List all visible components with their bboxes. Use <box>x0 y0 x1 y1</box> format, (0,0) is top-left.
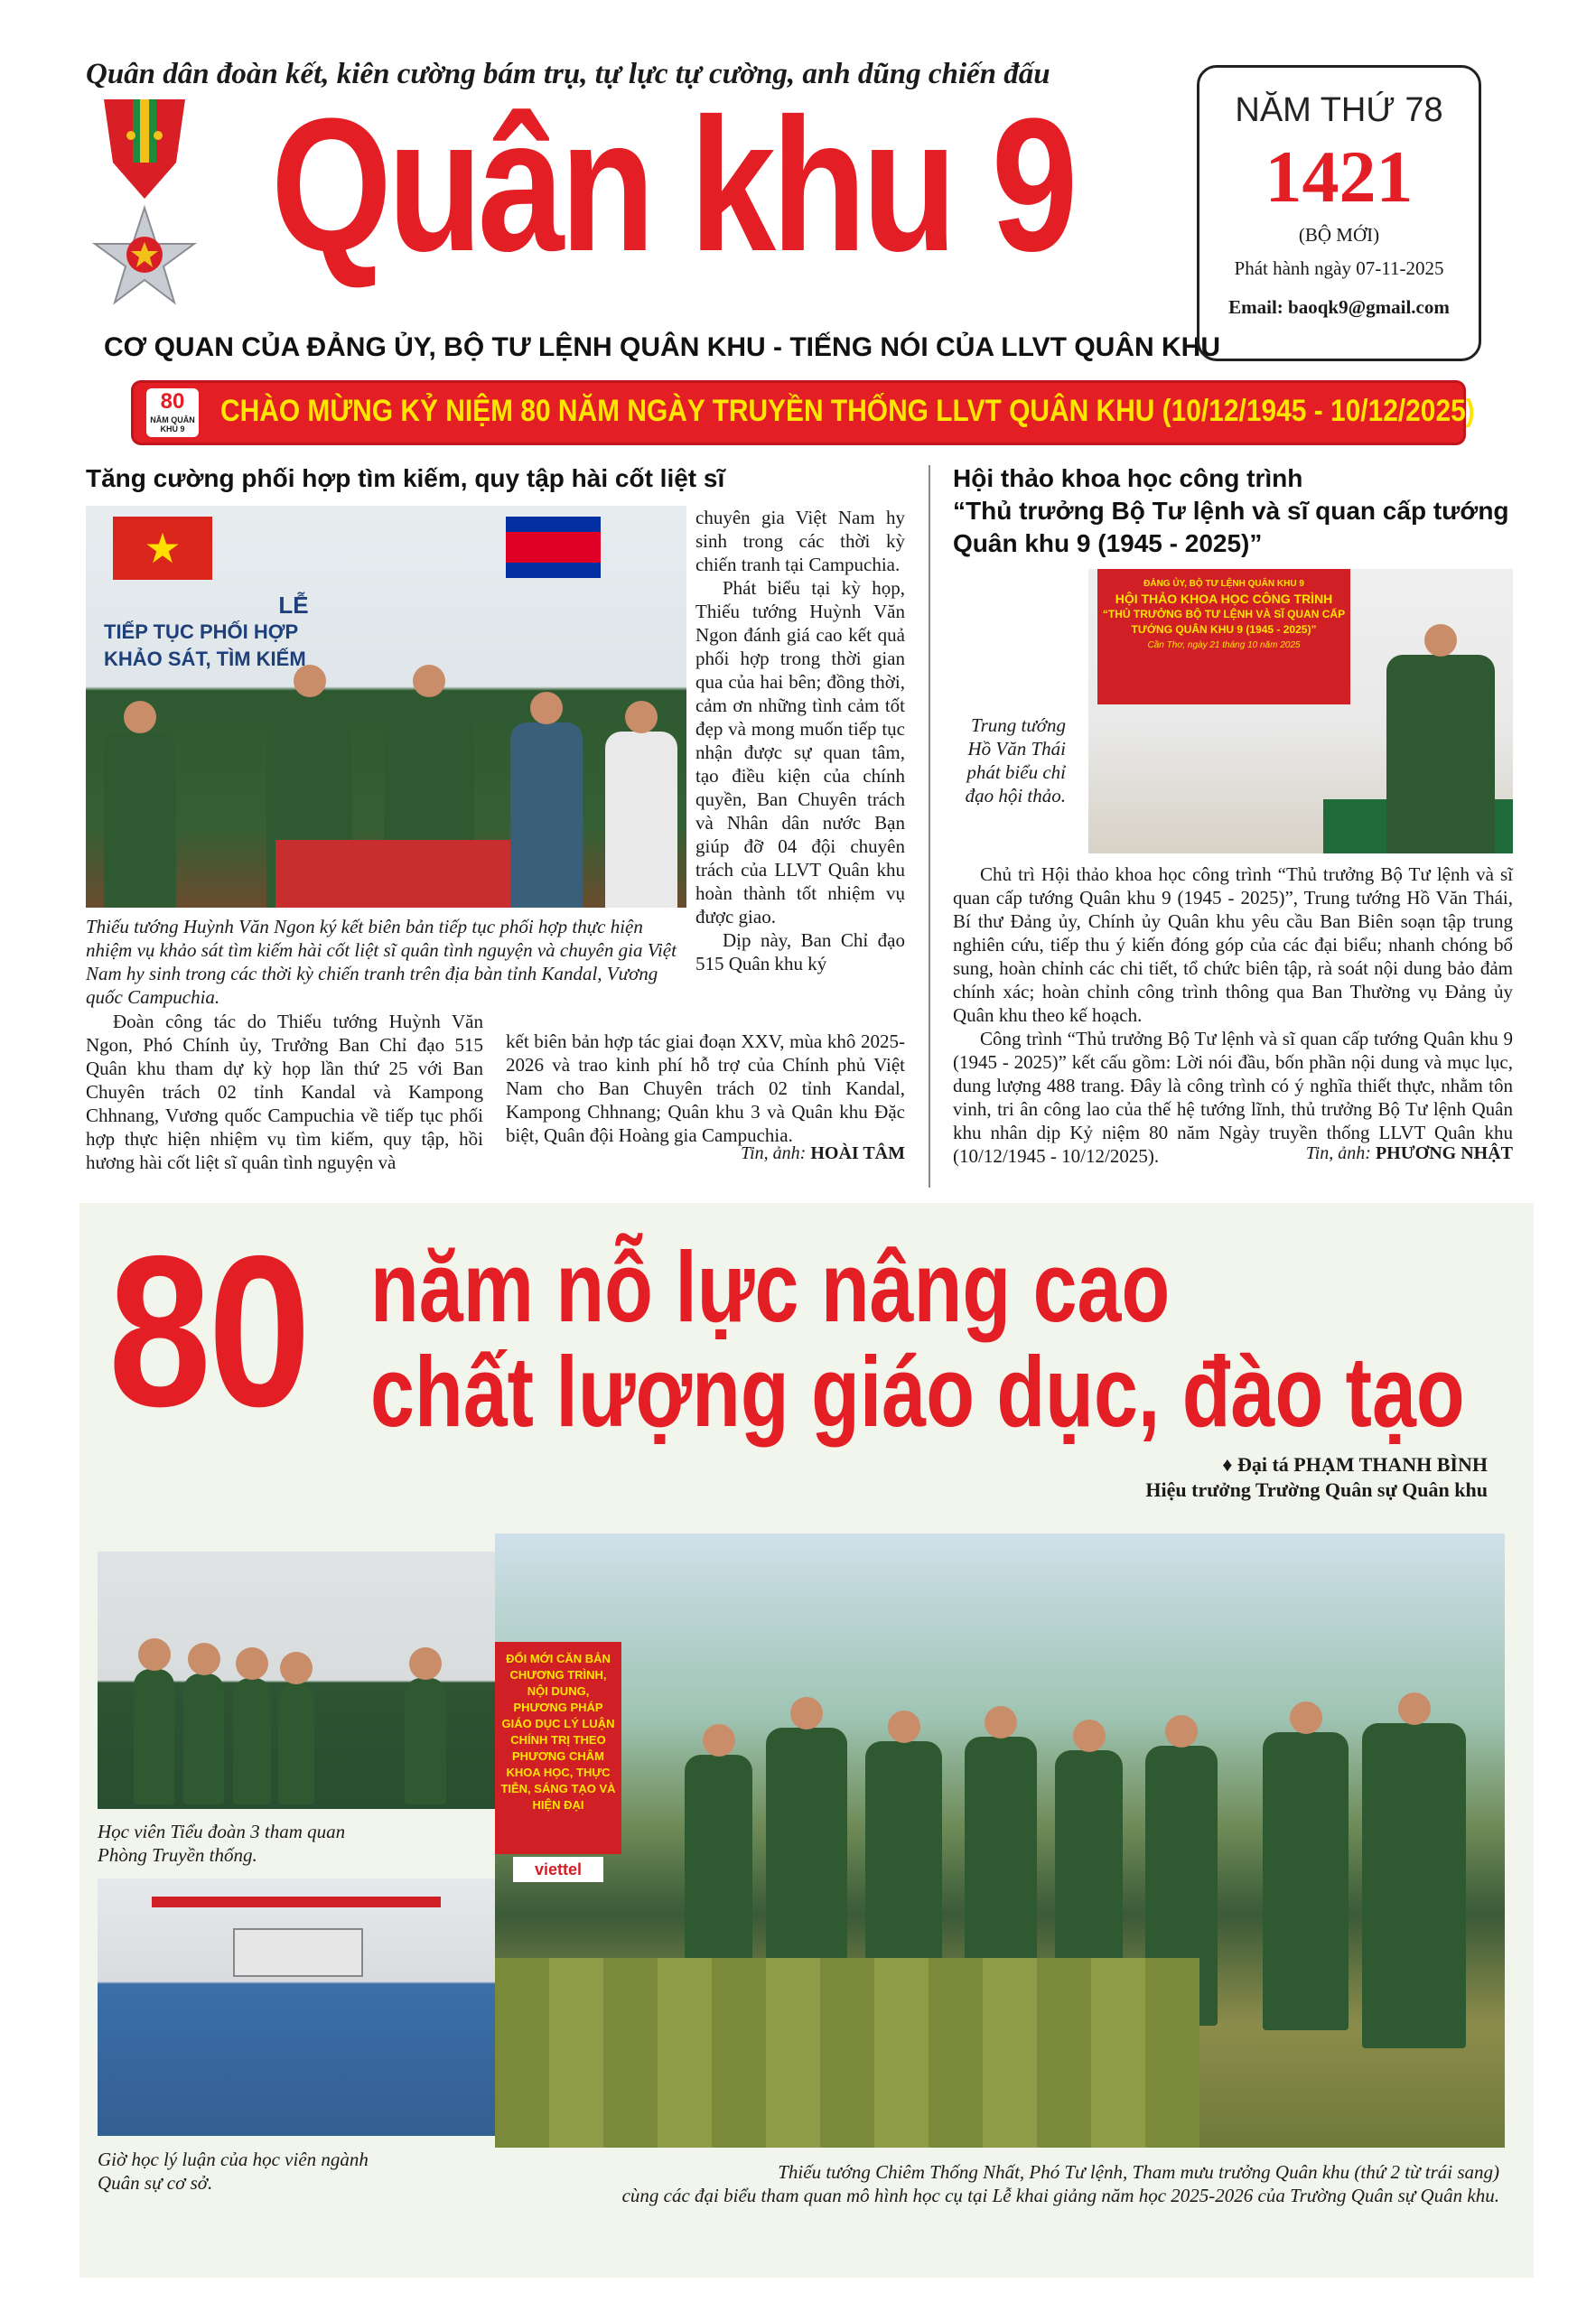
author-name: ♦ Đại tá PHẠM THANH BÌNH <box>1222 1453 1488 1476</box>
newspaper-title: Quân khu 9 <box>271 79 1074 291</box>
anniversary-logo <box>146 388 199 437</box>
student-figure <box>183 1673 224 1804</box>
medal-icon <box>86 99 203 325</box>
article1-col-mid <box>506 1030 905 1147</box>
student-figure <box>278 1683 314 1804</box>
issue-year: NĂM THỨ 78 <box>1235 91 1443 129</box>
room-sign <box>495 1642 621 1854</box>
feature-photo-tradition-room <box>98 1552 495 1809</box>
masthead-subtitle: CƠ QUAN CỦA ĐẢNG ỦY, BỘ TƯ LỆNH QUÂN KHU - TIẾNG NÓI CỦA LLVT QUÂN KHU <box>104 332 1221 362</box>
person-figure <box>605 732 677 908</box>
article1-paragraph: Đoàn công tác do Thiếu tướng Huỳnh Văn Ngon, Phó Chính ủy, Trưởng Ban Chỉ đạo 515 Quân khu tham dự kỳ họp lần thứ 25 với Ban Chuyên trách 02 tỉnh Kandal và Kampong Chhnang, Vương quốc Campuchia về tiếp tục phối hợp thực hiện nhiệm vụ tìm kiếm, quy tập, hồi hương hài cốt liệt sĩ quân tình nguyện và <box>86 1011 483 1173</box>
photo-sign-line2: TIẾP TỤC PHỐI HỢP <box>104 620 299 643</box>
feature-caption-2: Giờ học lý luận của học viên ngành Quân sự cơ sở. <box>98 2149 369 2194</box>
issue-email: Email: baoqk9@gmail.com <box>1228 296 1450 318</box>
backdrop-line: “THỦ TRƯỞNG BỘ TƯ LỆNH VÀ SĨ QUAN CẤP TƯỚNG QUÂN KHU 9 (1945 - 2025)” <box>1102 608 1346 636</box>
article1-paragraph: Dịp này, Ban Chỉ đạo 515 Quân khu ký <box>695 929 905 974</box>
author-title: Hiệu trưởng Trường Quân sự Quân khu <box>1145 1478 1488 1501</box>
issue-release-date: Phát hành ngày 07-11-2025 <box>1234 257 1444 279</box>
article2-body <box>953 862 1513 1168</box>
feature-title <box>370 1232 1465 1448</box>
issue-edition: (BỘ MỚI) <box>1298 224 1380 246</box>
column-divider <box>929 465 930 1188</box>
banner-text: CHÀO MỪNG KỶ NIỆM 80 NĂM NGÀY TRUYỀN THỐNG LLVT QUÂN KHU (10/12/1945 - 10/12/2025) <box>220 394 1475 428</box>
anniversary-logo-sub: NĂM QUÂN KHU 9 <box>150 415 195 434</box>
feature-author <box>1145 1452 1488 1503</box>
officer-figure <box>1362 1723 1466 2048</box>
feature-caption-3 <box>506 2160 1499 2207</box>
room-sign-text: ĐỔI MỚI CĂN BẢN CHƯƠNG TRÌNH, NỘI DUNG, PHƯƠNG PHÁP GIÁO DỤC LÝ LUẬN CHÍNH TRỊ THEO PHƯƠNG CHÂM KHOA HỌC, THỰC TIỄN, SÁNG TẠO VÀ HIỆN ĐẠI <box>500 1652 616 1812</box>
viettel-logo: viettel <box>513 1857 603 1882</box>
person-figure <box>510 722 583 908</box>
anniversary-banner <box>134 383 1475 443</box>
caption-line: cùng các đại biểu tham quan mô hình học cụ tại Lễ khai giảng năm học 2025-2026 của Trường Quân sự Quân khu. <box>621 2185 1499 2206</box>
article1-byline <box>506 1143 905 1164</box>
article2-paragraph: Chủ trì Hội thảo khoa học công trình “Thủ trưởng Bộ Tư lệnh và sĩ quan cấp tướng Quân khu 9 (1945 - 2025)”, Trung tướng Hồ Văn Thái, Bí thư Đảng ủy, Chính ủy Quân khu yêu cầu Ban Biên soạn tập trung nghiên cứu, tiếp thu ý kiến đóng góp của các đại biểu; nhanh chóng bổ sung, hoàn chỉnh các chi tiết, tổ chức biên tập, rà soát nội dung bảo đảm chính xác; hoàn chỉnh công trình thông qua Ban Thường vụ Đảng ủy Quân khu theo kế hoạch. <box>953 863 1513 1026</box>
article1-paragraph: kết biên bản hợp tác giai đoạn XXV, mùa khô 2025-2026 và trao kinh phí hỗ trợ của Chính phủ Việt Nam cho Ban Chuyên trách 02 tỉnh Kandal, Kampong Chhnang; Quân khu 3 và Quân khu Đặc biệt, Quân đội Hoàng gia Campuchia. <box>506 1030 905 1146</box>
article2-headline <box>953 462 1531 560</box>
article2-paragraph: Công trình “Thủ trưởng Bộ Tư lệnh và sĩ quan cấp tướng Quân khu 9 (1945 - 2025)” kết cấu gồm: Lời nói đầu, bốn phần nội dung và mục lục, dung lượng 488 trang. Đây là công trình có ý nghĩa thiết thực, nhằm tôn vinh, tri ân công lao của thế hệ tướng lĩnh, thủ trưởng Bộ Tư lệnh Quân khu nhân dịp Kỷ niệm 80 năm Ngày truyền thống LLVT Quân khu (10/12/1945 - 10/12/2025). <box>953 1028 1513 1167</box>
anniversary-logo-number: 80 <box>160 389 185 414</box>
speaker-figure <box>1386 655 1495 853</box>
photo-sign-line3: KHẢO SÁT, TÌM KIẾM <box>104 648 306 670</box>
byline-author: PHƯƠNG NHẬT <box>1375 1143 1513 1163</box>
vietnam-flag-icon: ★ <box>113 517 212 580</box>
article2-headline-line: Quân khu 9 (1945 - 2025)” <box>953 529 1263 557</box>
training-equipment <box>495 1958 1199 2148</box>
byline-prefix: Tin, ảnh: <box>1305 1143 1376 1163</box>
article1-paragraph: chuyên gia Việt Nam hy sinh trong các thời kỳ chiến tranh tại Campuchia. <box>695 507 905 575</box>
backdrop-line: HỘI THẢO KHOA HỌC CÔNG TRÌNH <box>1115 592 1333 606</box>
student-figure <box>134 1669 174 1804</box>
officer-figure <box>1263 1732 1349 2030</box>
backdrop-line: Cần Thơ, ngày 21 tháng 10 năm 2025 <box>1147 640 1301 650</box>
issue-box <box>1197 65 1481 361</box>
byline-prefix: Tin, ảnh: <box>741 1143 811 1163</box>
student-figure <box>405 1678 446 1804</box>
article2-headline-line: “Thủ trưởng Bộ Tư lệnh và sĩ quan cấp tướng <box>953 497 1509 525</box>
signing-table <box>275 840 510 908</box>
feature-title-line: chất lượng giáo dục, đào tạo <box>370 1337 1465 1448</box>
classroom-banner <box>152 1897 441 1907</box>
article1-paragraph: Phát biểu tại kỳ họp, Thiếu tướng Huỳnh Văn Ngon đánh giá cao kết quả phối hợp trong thời gian qua của hai bên; đồng thời, cảm ơn những tình cảm tốt đẹp và mong muốn tiếp tục nhận được sự quan tâm, tạo điều kiện của chính quyền, Ban Chuyên trách và Nhân dân nước Bạn giúp đỡ 04 đội chuyên trách của LLVT Quân khu hoàn thành tốt nhiệm vụ được giao. <box>695 577 905 928</box>
caption-line: Thiếu tướng Chiêm Thống Nhất, Phó Tư lệnh, Tham mưu trưởng Quân khu (thứ 2 từ trái sang) <box>778 2161 1499 2183</box>
feature-title-line: năm nỗ lực nâng cao <box>370 1232 1171 1343</box>
backdrop-line: ĐẢNG ỦY, BỘ TƯ LỆNH QUÂN KHU 9 <box>1143 579 1304 589</box>
student-figure <box>233 1678 271 1804</box>
issue-number: 1421 <box>1265 135 1414 218</box>
conference-backdrop <box>1097 569 1350 704</box>
feature-photo-ceremony <box>495 1534 1505 2148</box>
classroom-screen <box>233 1928 363 1977</box>
article1-photo <box>86 506 686 908</box>
article2-byline <box>953 1143 1513 1164</box>
article2-photo <box>1088 569 1513 853</box>
feature-caption-1: Học viên Tiểu đoàn 3 tham quan Phòng Truyền thống. <box>98 1821 346 1866</box>
feature-number: 80 <box>108 1212 308 1451</box>
byline-author: HOÀI TÂM <box>810 1143 905 1163</box>
article1-col-right <box>695 506 905 975</box>
article1-headline: Tăng cường phối hợp tìm kiếm, quy tập hài cốt liệt sĩ <box>86 464 725 492</box>
article1-caption: Thiếu tướng Huỳnh Văn Ngon ký kết biên bản tiếp tục phối hợp thực hiện nhiệm vụ khảo sát tìm kiếm hài cốt liệt sĩ quân tình nguyện và chuyên gia Việt Nam hy sinh trong các thời kỳ chiến tranh trên địa bàn tỉnh Kandal, Vương quốc Campuchia. <box>86 916 677 1008</box>
feature-photo-classroom <box>98 1878 495 2136</box>
photo-sign-line1: LỄ <box>278 592 309 619</box>
masthead-slogan: Quân dân đoàn kết, kiên cường bám trụ, tự lực tự cường, anh dũng chiến đấu <box>86 58 1050 90</box>
cambodia-flag-icon <box>506 517 601 578</box>
article2-caption: Trung tướng Hồ Văn Thái phát biểu chỉ đạo hội thảo. <box>965 714 1066 806</box>
article1-col-left <box>86 1010 483 1174</box>
person-figure <box>104 732 176 908</box>
article2-headline-line: Hội thảo khoa học công trình <box>953 464 1303 492</box>
